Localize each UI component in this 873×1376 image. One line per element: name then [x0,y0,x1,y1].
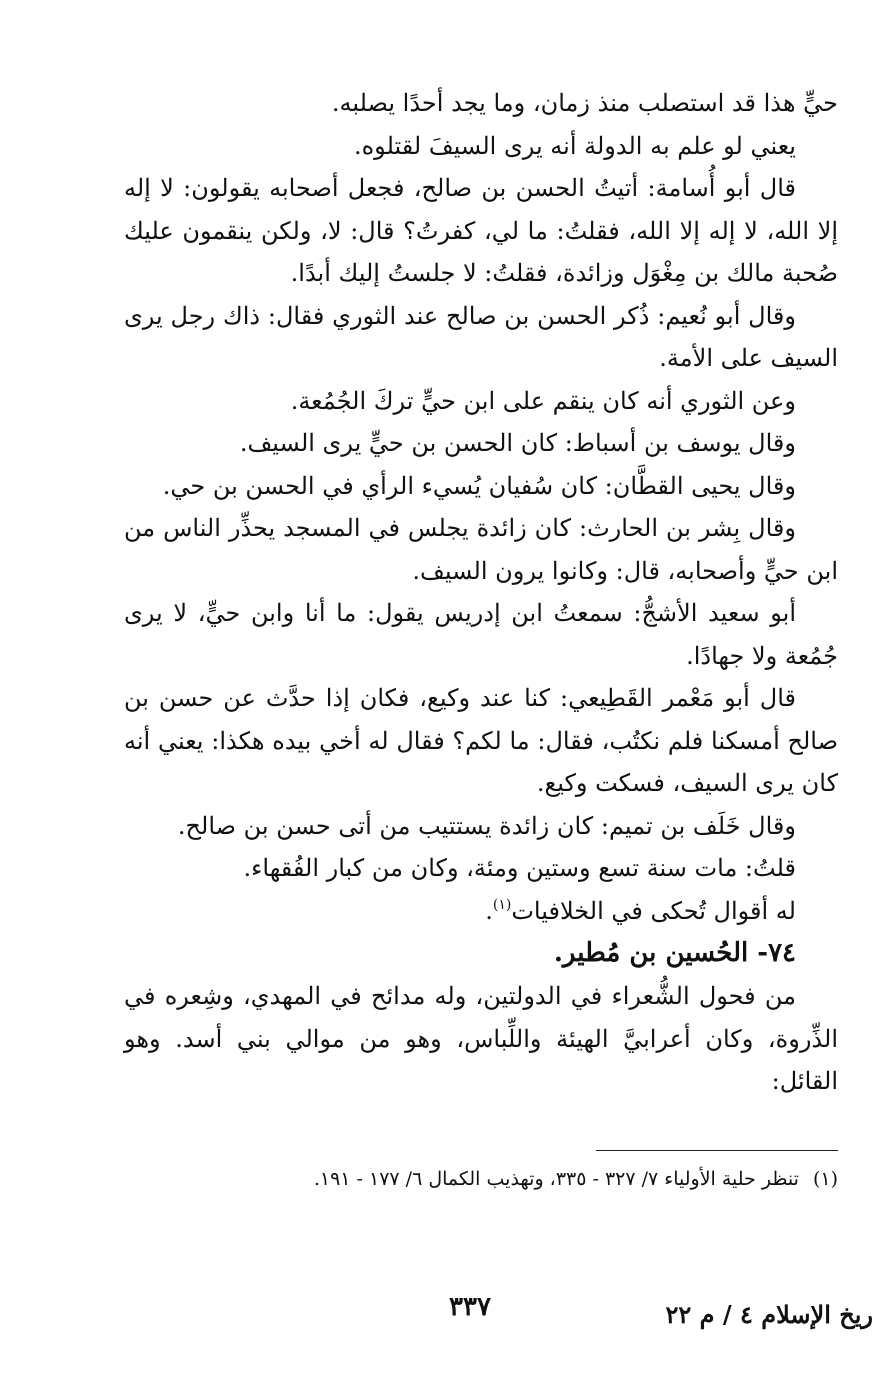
paragraph: قال أبو أُسامة: أتيتُ الحسن بن صالح، فجعل أصحابه يقولون: لا إله إلا الله، لا إله إلا الله، فقلتُ: ما لي، كفرتُ؟ قال: لا، ولكن ينقمون عليك صُحبة مالك بن مِغْوَل وزائدة، فقلتُ: لا جلستُ إليك أبدًا. [124,174,838,287]
footnote-reference[interactable]: (١) [492,896,512,913]
paragraph: وقال يحيى القطَّان: كان سُفيان يُسيء الرأي في الحسن بن حي. [162,471,796,500]
footnote [124,1162,838,1196]
footnote-text: تنظر حلية الأولياء ٧/ ٣٢٧ - ٣٣٥، وتهذيب الكمال ٦/ ١٧٧ - ١٩١. [313,1168,799,1190]
page-number: ٣٣٧ [449,1292,491,1322]
paragraph: قال أبو مَعْمر القَطِيعي: كنا عند وكيع، فكان إذا حدَّث عن حسن بن صالح أمسكنا فلم نكتُب، فقال: ما لكم؟ فقال له أخي بيده هكذا: يعني أنه كان يرى السيف، فسكت وكيع. [124,684,839,797]
paragraph: وقال يوسف بن أسباط: كان الحسن بن حيٍّ يرى السيف. [239,429,796,457]
entry-heading: ٧٤- الحُسين بن مُطير. [553,938,796,968]
paragraph: يعني لو علم به الدولة أنه يرى السيفَ لقتلوه. [353,131,796,160]
main-text [124,82,838,1103]
footnote-number: (١) [812,1168,838,1190]
paragraph: وقال أبو نُعيم: ذُكر الحسن بن صالح عند الثوري فقال: ذاك رجل يرى السيف على الأمة. [124,301,838,372]
paragraph: وقال خَلَف بن تميم: كان زائدة يستتيب من أتى حسن بن صالح. [177,811,796,840]
paragraph: من فحول الشُّعراء في الدولتين، وله مدائح في المهدي، وشِعره في الذِّروة، وكان أعرابيَّ الهيئة واللِّباس، وهو من موالي بني أسد. وهو القائل: [124,982,838,1095]
signature-mark: ريخ الإسلام ٤ / م ٢٢ [665,1300,873,1329]
paragraph: أبو سعيد الأشجُّ: سمعتُ ابن إدريس يقول: ما أنا وابن حيٍّ، لا يرى جُمُعة ولا جهادًا. [124,599,838,670]
paragraph: قلتُ: مات سنة تسع وستين ومئة، وكان من كبار الفُقهاء. [243,854,796,882]
paragraph: وقال بِشر بن الحارث: كان زائدة يجلس في المسجد يحذِّر الناس من ابن حيٍّ وأصحابه، قال: وكانوا يرون السيف. [124,514,838,585]
paragraph: وعن الثوري أنه كان ينقم على ابن حيٍّ تركَ الجُمُعة. [290,386,796,415]
paragraph-text: له أقوال تُحكى في الخلافيات [511,896,796,925]
footnote-divider [596,1150,838,1151]
paragraph: له أقوال تُحكى في الخلافيات$^{(١)}$. [485,896,796,925]
paragraph: حيٍّ هذا قد استصلب منذ زمان، وما يجد أحدًا يصلبه. [331,89,838,117]
